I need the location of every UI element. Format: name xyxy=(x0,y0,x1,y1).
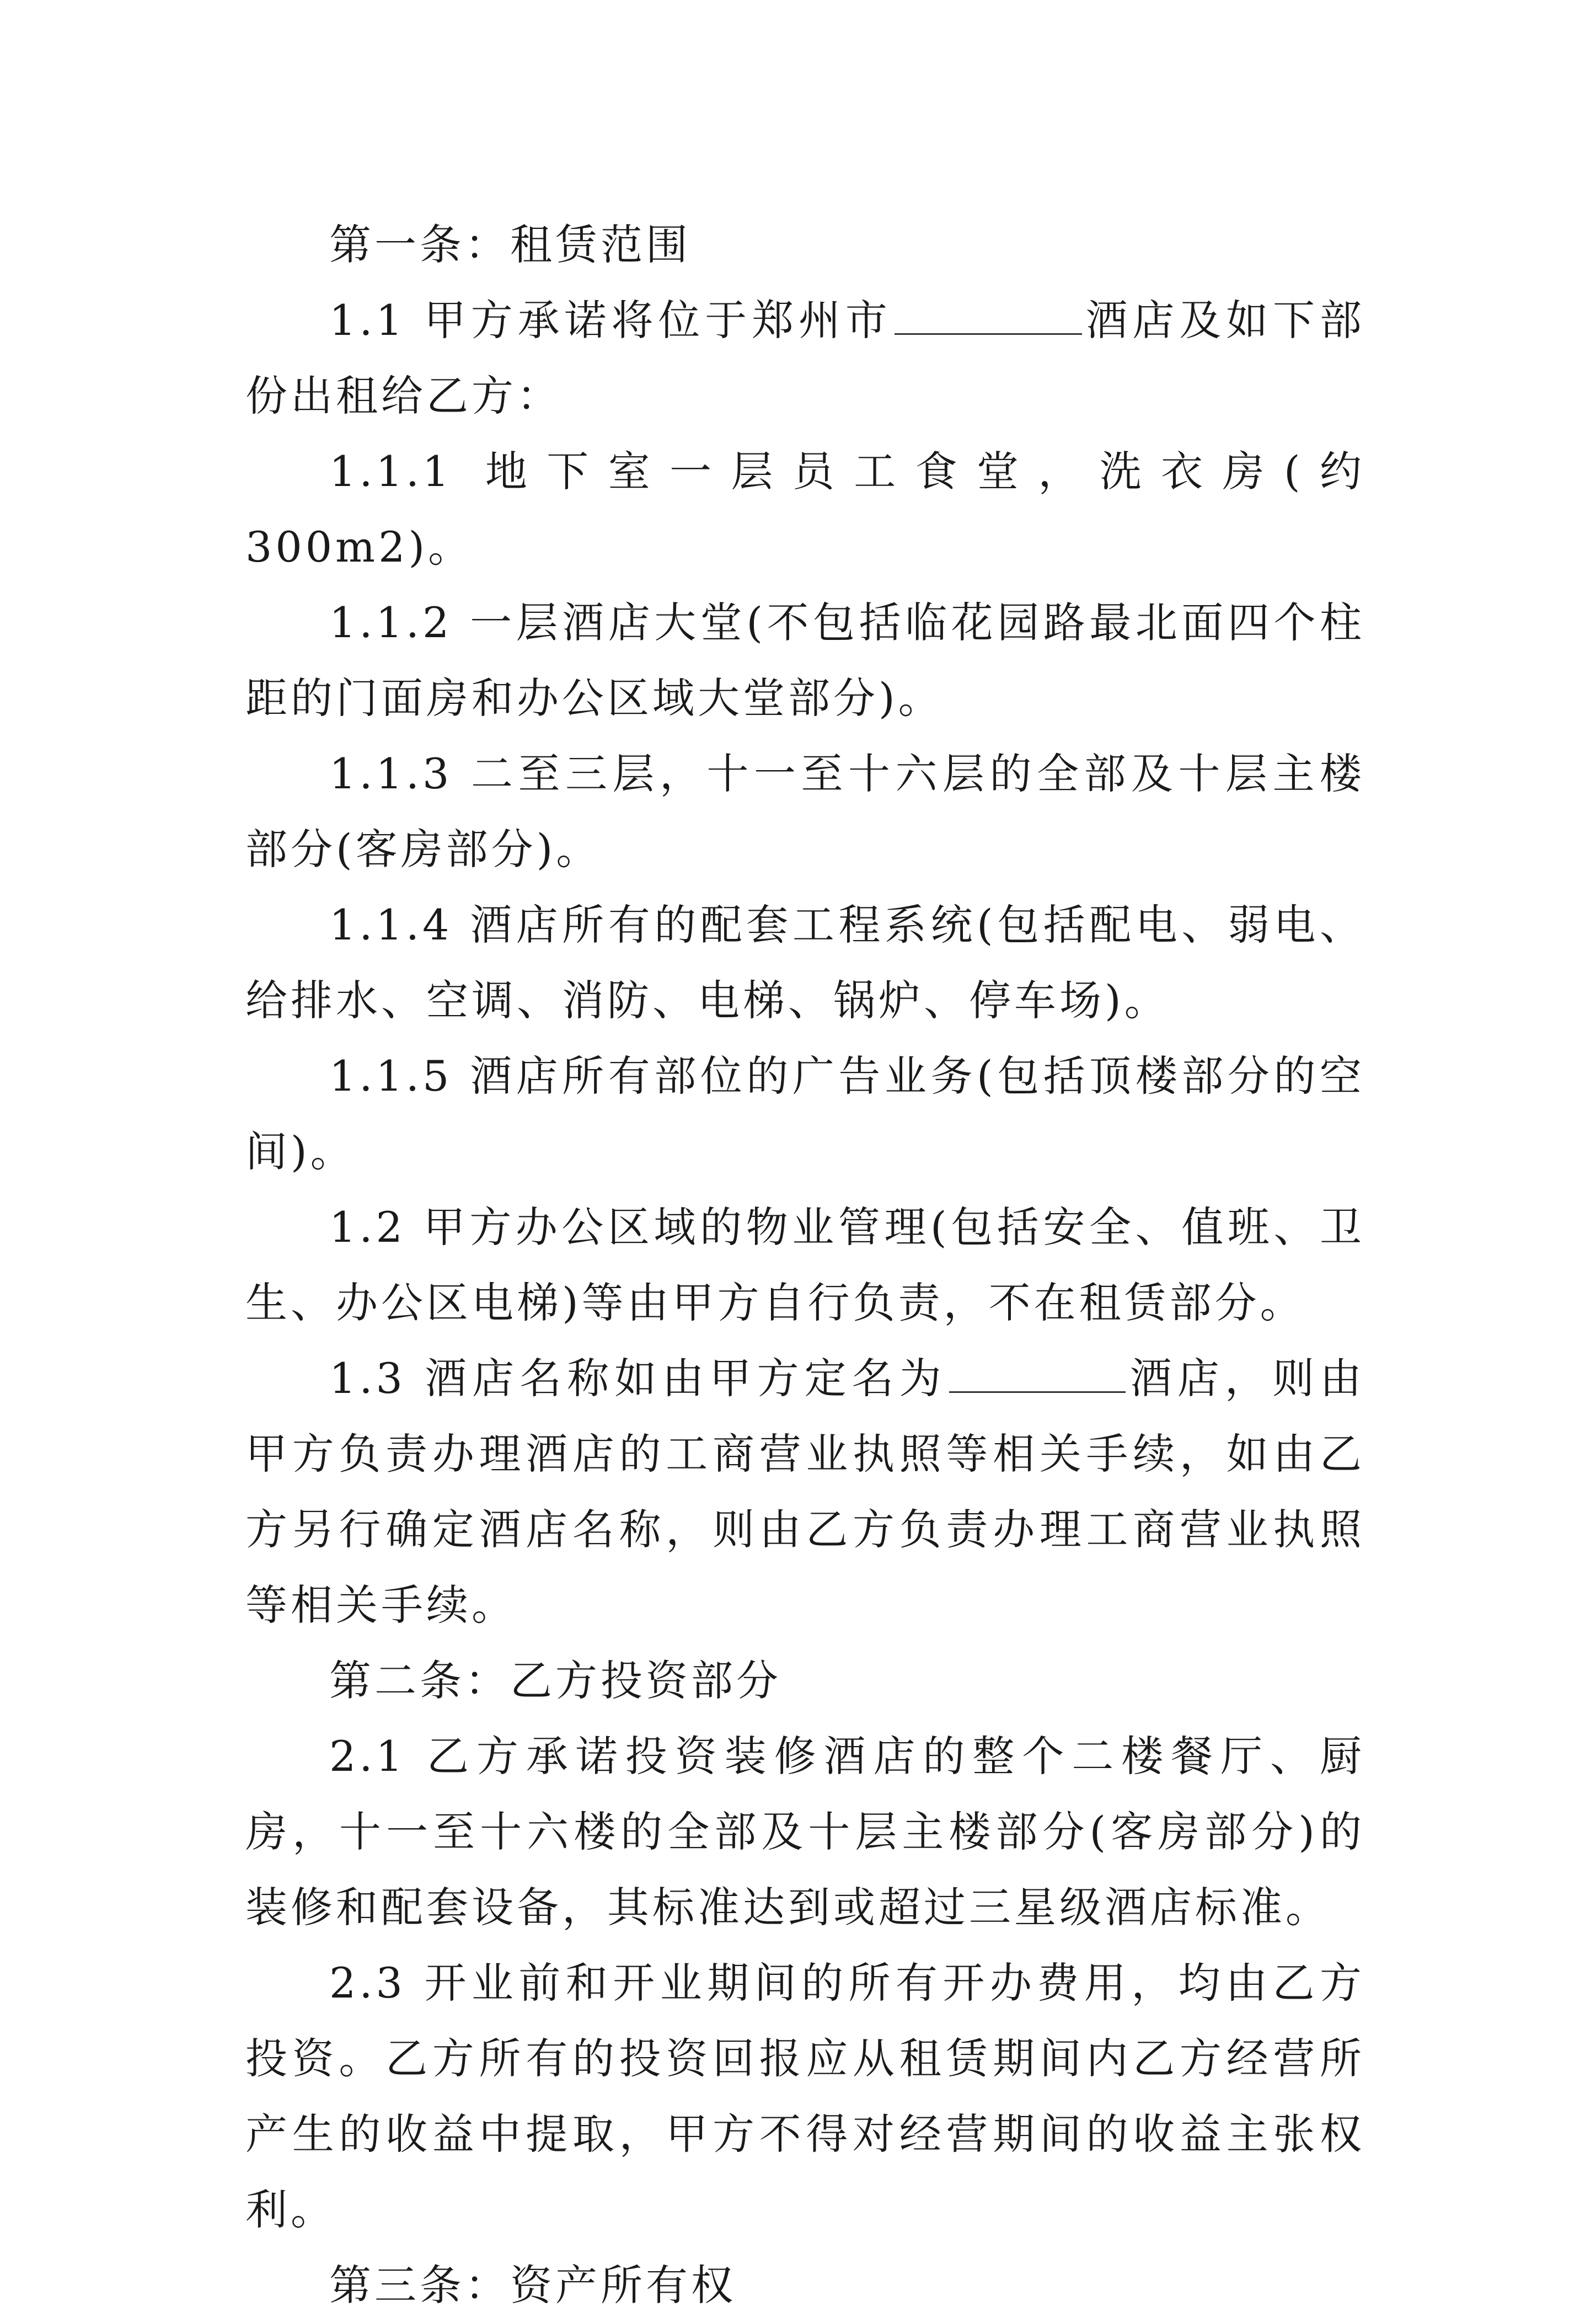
clause-2-3: 2.3 开业前和开业期间的所有开办费用，均由乙方投资。乙方所有的投资回报应从租赁期间内乙方经营所产生的收益中提取，甲方不得对经营期间的收益主张权利。 xyxy=(245,1958,1365,2234)
clause-1-1-5: 1.1.5 酒店所有部位的广告业务(包括顶楼部分的空间)。 xyxy=(245,1051,1365,1176)
hotel-name-blank xyxy=(949,1358,1126,1393)
clause-1-3-text-after: 酒店，则由甲方负责办理酒店的工商营业执照等相关手续，如由乙方另行确定酒店名称，则由乙方负责办理工商营业执照等相关手续。 xyxy=(245,1354,1365,1630)
document-body xyxy=(245,207,1365,2323)
article-1-heading: 第一条：租赁范围 xyxy=(329,220,691,269)
article-3-heading: 第三条：资产所有权 xyxy=(329,2261,736,2310)
clause-1-1-text-before: 1.1 甲方承诺将位于郑州市 xyxy=(329,296,892,345)
clause-1-1-text-after: 酒店及如下部份出租给乙方： xyxy=(245,296,1365,420)
clause-1-3 xyxy=(245,1341,1365,1643)
clause-1-1 xyxy=(245,282,1365,434)
clause-1-1-1: 1.1.1 地下室一层员工食堂，洗衣房(约 300m2)。 xyxy=(245,447,1365,572)
article-2-heading: 第二条：乙方投资部分 xyxy=(329,1656,781,1705)
clause-1-1-4: 1.1.4 酒店所有的配套工程系统(包括配电、弱电、给排水、空调、消防、电梯、锅炉、停车场)。 xyxy=(245,900,1365,1025)
clause-1-3-text-before: 1.3 酒店名称如由甲方定名为 xyxy=(329,1354,947,1403)
clause-2-1: 2.1 乙方承诺投资装修酒店的整个二楼餐厅、厨房，十一至十六楼的全部及十层主楼部分(客房部分)的装修和配套设备，其标准达到或超过三星级酒店标准。 xyxy=(245,1732,1365,1932)
clause-1-2: 1.2 甲方办公区域的物业管理(包括安全、值班、卫生、办公区电梯)等由甲方自行负责，不在租赁部分。 xyxy=(245,1203,1365,1327)
clause-1-1-2: 1.1.2 一层酒店大堂(不包括临花园路最北面四个柱距的门面房和办公区域大堂部分)。 xyxy=(245,598,1365,723)
clause-1-1-3: 1.1.3 二至三层，十一至十六层的全部及十层主楼部分(客房部分)。 xyxy=(245,749,1365,874)
hotel-location-blank xyxy=(895,300,1082,335)
